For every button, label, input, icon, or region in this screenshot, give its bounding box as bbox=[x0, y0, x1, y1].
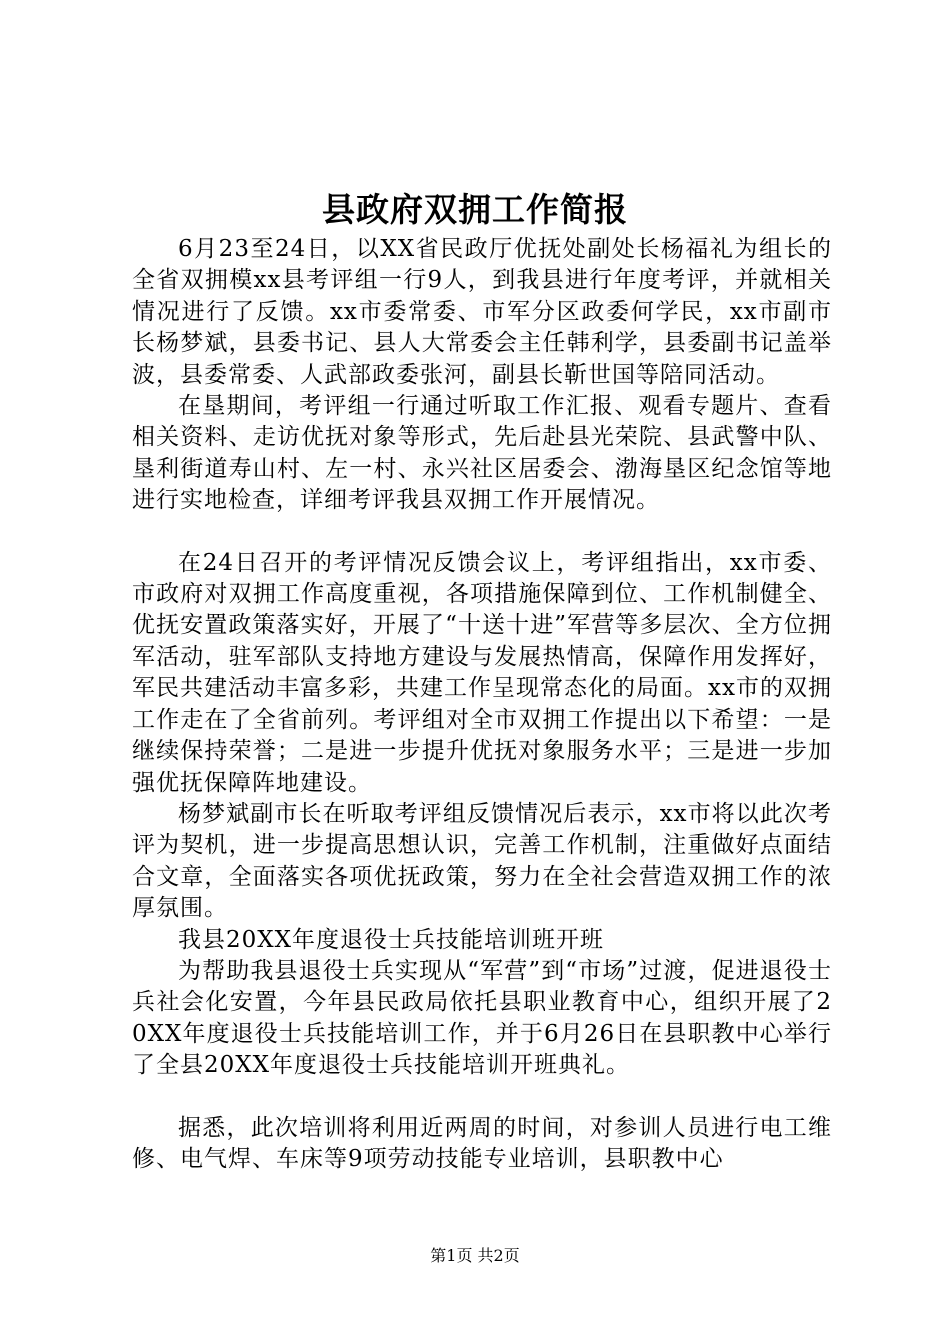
document-title: 县政府双拥工作简报 bbox=[322, 190, 628, 229]
document-body bbox=[132, 234, 832, 1175]
paragraph-5: 为帮助我县退役士兵实现从“军营”到“市场”过渡，促进退役士兵社会化安置，今年县民政局依托县职业教育中心，组织开展了20XX年度退役士兵技能培训工作，并于6月26日在县职教中心举行了全县20XX年度退役士兵技能培训开班典礼。 bbox=[132, 957, 832, 1079]
paragraph-6: 据悉，此次培训将利用近两周的时间，对参训人员进行电工维修、电气焊、车床等9项劳动技能专业培训，县职教中心 bbox=[132, 1114, 832, 1172]
paragraph-2: 在垦期间，考评组一行通过听取工作汇报、观看专题片、查看相关资料、走访优抚对象等形式，先后赴县光荣院、县武警中队、垦利街道寿山村、左一村、永兴社区居委会、渤海垦区纪念馆等地进行实地检查，详细考评我县双拥工作开展情况。 bbox=[132, 393, 832, 514]
page-indicator: 第1页 共2页 bbox=[430, 1246, 520, 1265]
paragraph-1: 6月23至24日，以XX省民政厅优抚处副处长杨福礼为组长的全省双拥模xx县考评组一行9人，到我县进行年度考评，并就相关情况进行了反馈。xx市委常委、市军分区政委何学民，xx市副市长杨梦斌，县委书记、县人大常委会主任韩利学，县委副书记盖举波，县委常委、人武部政委张河，副县长靳世国等陪同活动。 bbox=[132, 236, 832, 388]
section-heading: 我县20XX年度退役士兵技能培训班开班 bbox=[178, 926, 605, 953]
paragraph-3: 在24日召开的考评情况反馈会议上，考评组指出，xx市委、市政府对双拥工作高度重视，各项措施保障到位、工作机制健全、优抚安置政策落实好，开展了“十送十进”军营等多层次、全方位拥军活动，驻军部队支持地方建设与发展热情高，保障作用发挥好，军民共建活动丰富多彩，共建工作呈现常态化的局面。xx市的双拥工作走在了全省前列。考评组对全市双拥工作提出以下希望：一是继续保持荣誉；二是进一步提升优抚对象服务水平；三是进一步加强优抚保障阵地建设。 bbox=[132, 549, 832, 796]
paragraph-4: 杨梦斌副市长在听取考评组反馈情况后表示，xx市将以此次考评为契机，进一步提高思想认识，完善工作机制，注重做好点面结合文章，全面落实各项优抚政策，努力在全社会营造双拥工作的浓厚氛围。 bbox=[132, 800, 832, 922]
